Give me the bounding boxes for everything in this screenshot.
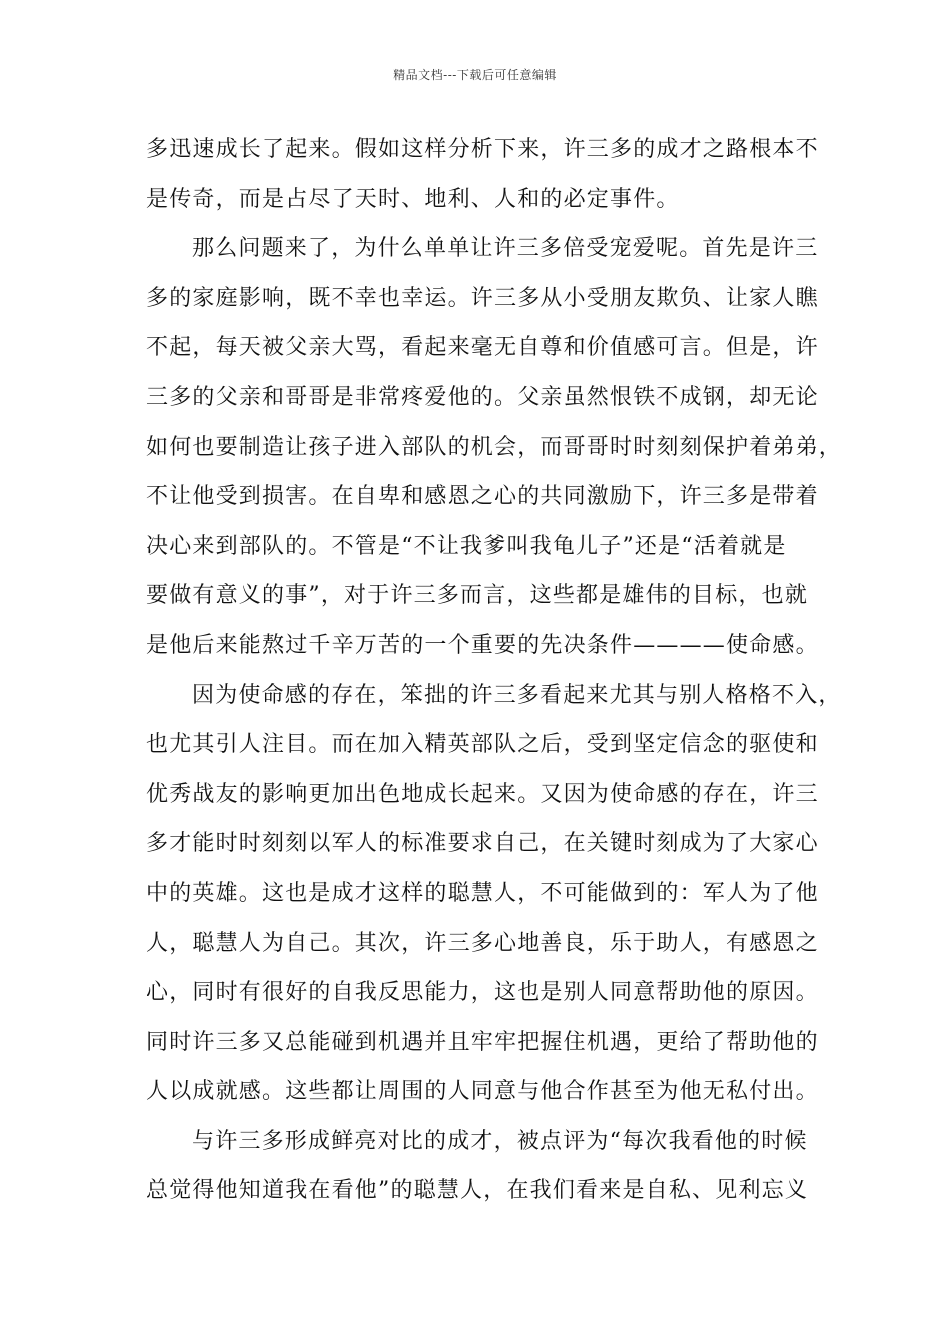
text-line: 人以成就感。这些都让周围的人同意与他合作甚至为他无私付出。 xyxy=(146,1079,819,1105)
text-line: 与许三多形成鲜亮对比的成才，被点评为“每次我看他的时候 xyxy=(192,1128,808,1154)
text-line: 是传奇，而是占尽了天时、地利、人和的必定事件。 xyxy=(146,186,680,212)
text-line: 心，同时有很好的自我反思能力，这也是别人同意帮助他的原因。 xyxy=(146,980,819,1006)
text-line: 是他后来能熬过千辛万苦的一个重要的先决条件————使命感。 xyxy=(146,632,819,658)
text-line: 总觉得他知道我在看他”的聪慧人，在我们看来是自私、见利忘义 xyxy=(146,1178,809,1204)
text-line: 中的英雄。这也是成才这样的聪慧人，不可能做到的：军人为了他 xyxy=(146,880,819,906)
text-line: 因为使命感的存在，笨拙的许三多看起来尤其与别人格格不入， xyxy=(192,682,842,708)
text-line: 多的家庭影响，既不幸也幸运。许三多从小受朋友欺负、让家人瞧 xyxy=(146,285,819,311)
text-line: 不让他受到损害。在自卑和感恩之心的共同激励下，许三多是带着 xyxy=(146,484,819,510)
text-line: 人，聪慧人为自己。其次，许三多心地善良，乐于助人，有感恩之 xyxy=(146,930,819,956)
body-text xyxy=(146,125,843,1216)
text-line: 多才能时时刻刻以军人的标准要求自己，在关键时刻成为了大家心 xyxy=(146,831,819,857)
text-line: 决心来到部队的。不管是“不让我爹叫我龟儿子”还是“活着就是 xyxy=(146,533,787,559)
text-line: 那么问题来了，为什么单单让许三多倍受宠爱呢。首先是许三 xyxy=(192,236,819,262)
text-line: 要做有意义的事”，对于许三多而言，这些都是雄伟的目标，也就 xyxy=(146,583,809,609)
text-line: 优秀战友的影响更加出色地成长起来。又因为使命感的存在，许三 xyxy=(146,781,819,807)
page-header: 精品文档---下载后可任意编辑 xyxy=(393,68,557,82)
text-line: 如何也要制造让孩子进入部队的机会，而哥哥时时刻刻保护着弟弟， xyxy=(146,434,843,460)
text-line: 也尤其引人注目。而在加入精英部队之后，受到坚定信念的驱使和 xyxy=(146,732,819,758)
text-line: 不起，每天被父亲大骂，看起来毫无自尊和价值感可言。但是，许 xyxy=(146,335,819,361)
text-line: 三多的父亲和哥哥是非常疼爱他的。父亲虽然恨铁不成钢，却无论 xyxy=(146,384,819,410)
text-line: 同时许三多又总能碰到机遇并且牢牢把握住机遇，更给了帮助他的 xyxy=(146,1029,819,1055)
text-line: 多迅速成长了起来。假如这样分析下来，许三多的成才之路根本不 xyxy=(146,137,819,162)
